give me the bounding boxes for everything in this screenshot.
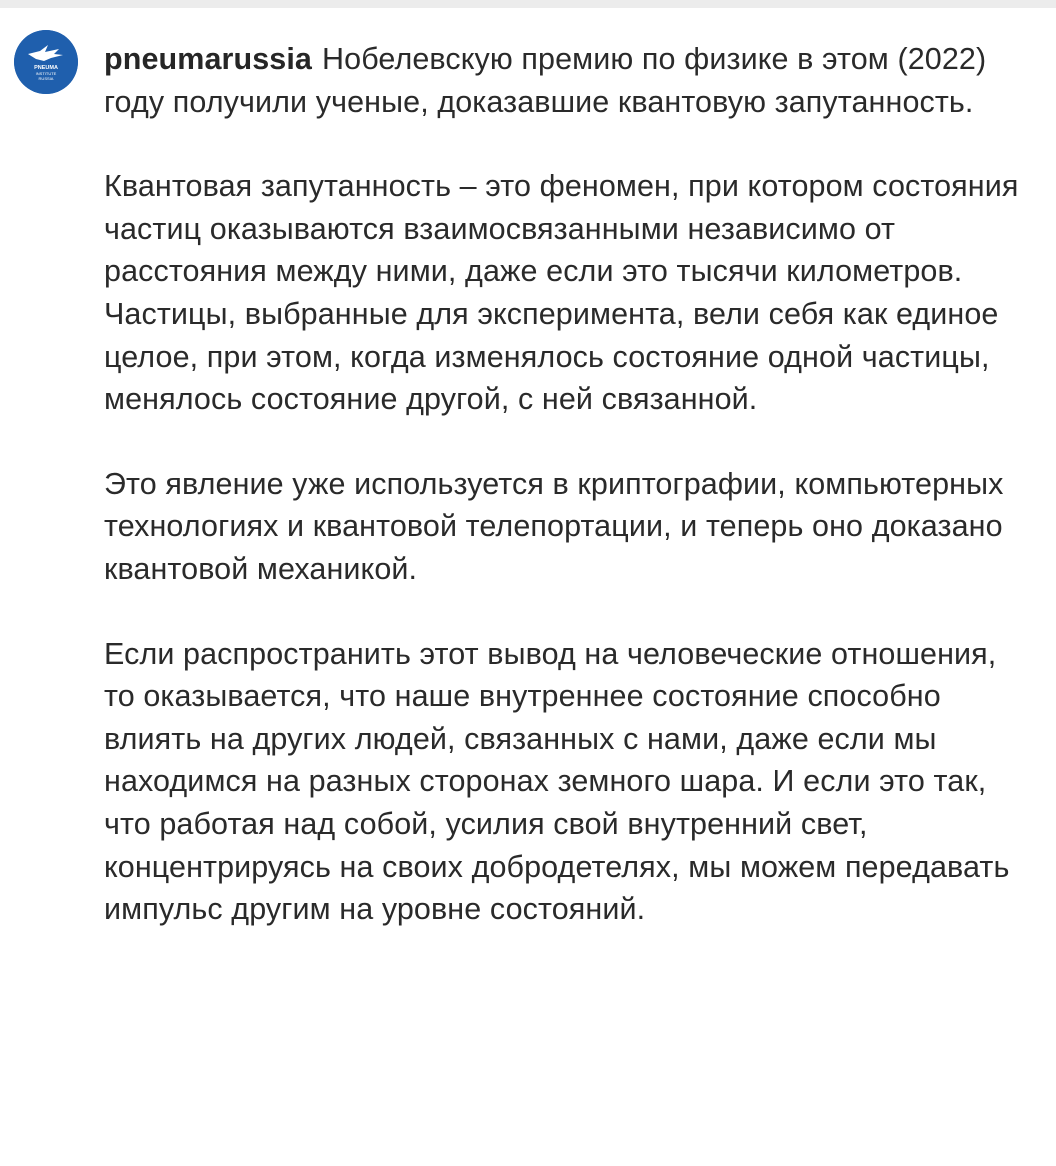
eagle-logo-icon bbox=[14, 30, 78, 94]
avatar-text-line2: INSTITUTE bbox=[35, 71, 57, 76]
post-caption bbox=[104, 38, 1034, 931]
username-link[interactable]: pneumarussia bbox=[104, 42, 312, 76]
caption-paragraph-1 bbox=[104, 38, 1034, 123]
avatar[interactable] bbox=[14, 30, 78, 94]
caption-paragraph-4: Если распространить этот вывод на человеческие отношения, то оказывается, что наше внутреннее состояние способно влиять на других людей, связанных с нами, даже если мы находимся на разных сторонах земного шара. И если это так, что работая над собой, усилия свой внутренний свет, концентрируясь на своих добродетелях, мы можем передавать импульс другим на уровне состояний. bbox=[104, 636, 1010, 927]
avatar-text-line1: PNEUMA bbox=[34, 65, 58, 71]
caption-paragraph-3: Это явление уже используется в криптографии, компьютерных технологиях и квантовой телепортации, и теперь оно доказано квантовой механикой. bbox=[104, 466, 1004, 586]
caption-paragraph-2: Квантовая запутанность – это феномен, при котором состояния частиц оказываются взаимосвязанными независимо от расстояния между ними, даже если это тысячи километров. Частицы, выбранные для эксперимента, вели себя как единое целое, при этом, когда изменялось состояние одной частицы, менялось состояние другой, с ней связанной. bbox=[104, 169, 1019, 417]
top-divider bbox=[0, 0, 1056, 8]
avatar-text-line3: RUSSIA bbox=[38, 76, 54, 81]
caption-paragraph-1-text: Нобелевскую премию по физике в этом (2022) году получили ученые, доказавшие квантовую запутанность. bbox=[104, 42, 987, 119]
